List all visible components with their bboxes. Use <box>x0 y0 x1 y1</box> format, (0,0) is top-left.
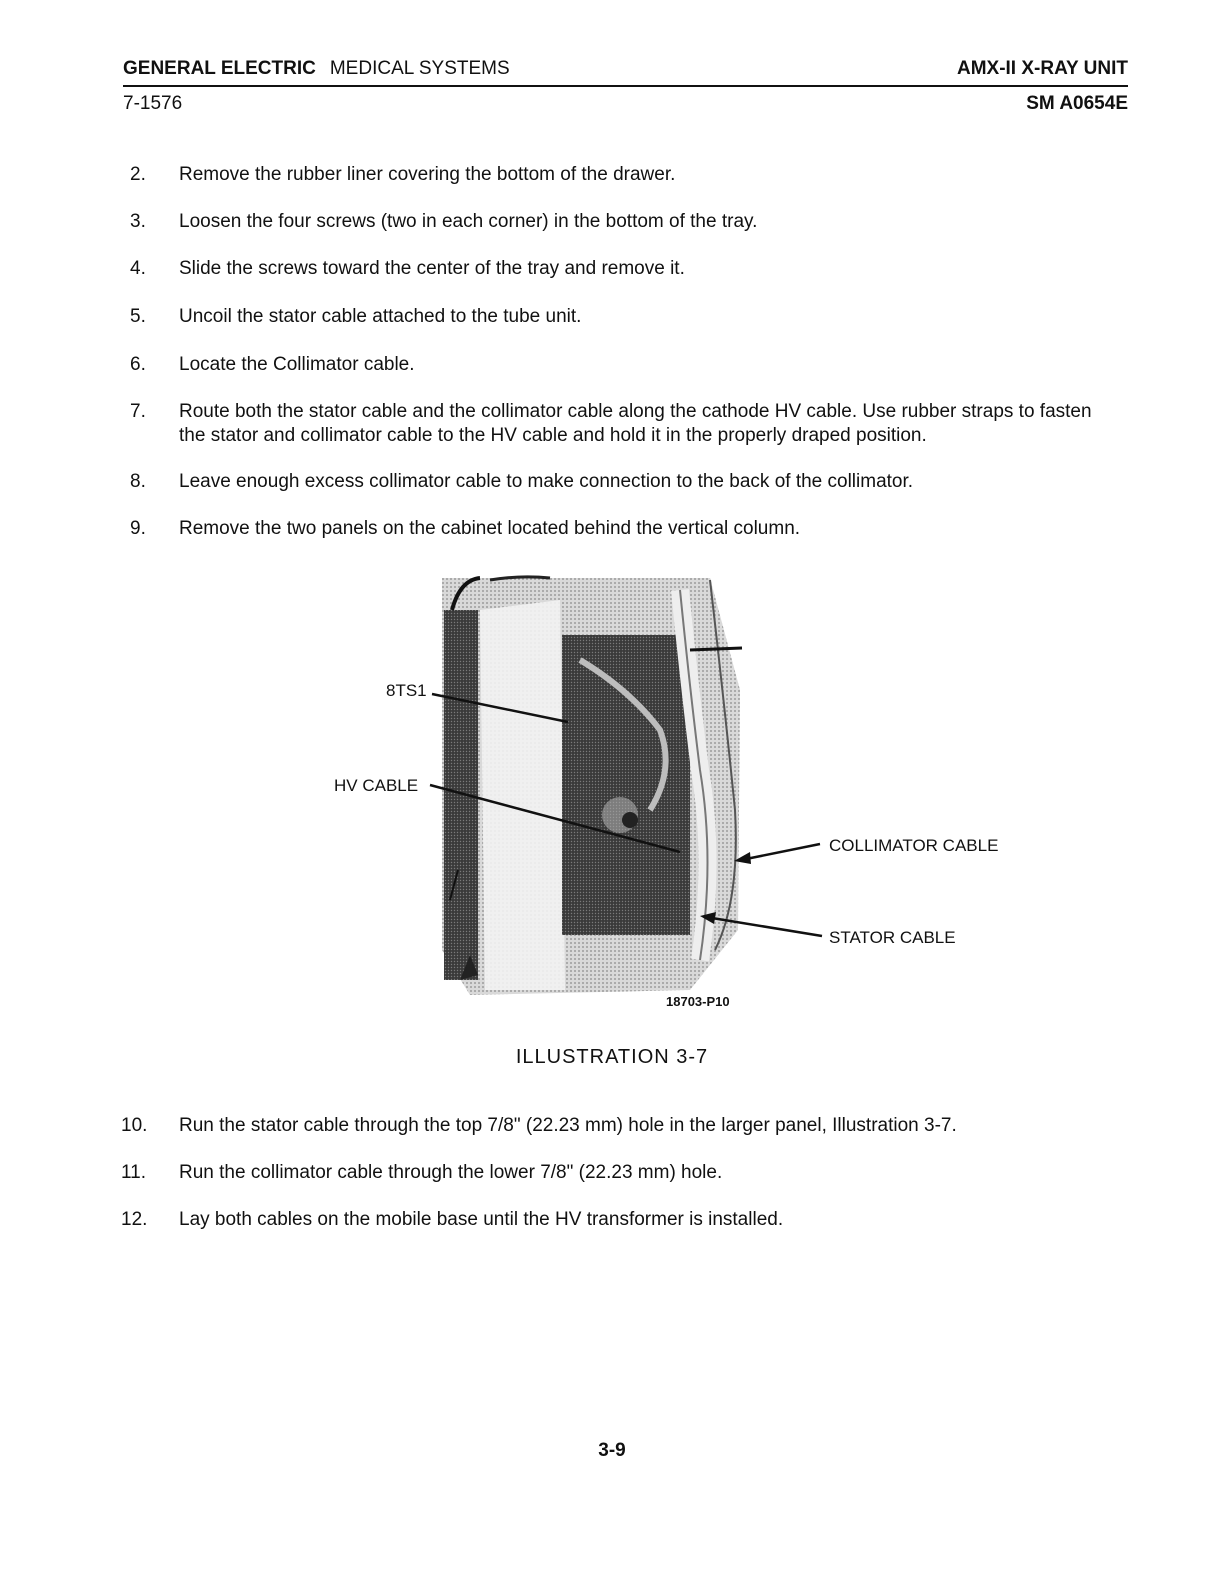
step-number: 7. <box>130 401 146 422</box>
manual-id: SM A0654E <box>1026 93 1128 114</box>
label-collimator-cable: COLLIMATOR CABLE <box>829 836 999 855</box>
step-text: Locate the Collimator cable. <box>179 354 415 375</box>
step-text: Loosen the four screws (two in each corner) in the bottom of the tray. <box>179 211 758 232</box>
step-number: 8. <box>130 471 146 492</box>
step-text: Leave enough excess collimator cable to make connection to the back of the collimator. <box>179 471 914 492</box>
step-text: Lay both cables on the mobile base until the HV transformer is installed. <box>179 1209 784 1230</box>
product-name: AMX-II X-RAY UNIT <box>956 58 1128 79</box>
photo-id: 18703-P10 <box>666 994 730 1009</box>
step-number: 12. <box>121 1209 148 1230</box>
step-number: 4. <box>130 258 146 279</box>
page-subheader <box>123 93 1128 117</box>
label-8ts1: 8TS1 <box>386 681 427 700</box>
step-number: 5. <box>130 306 146 327</box>
doc-number: 7-1576 <box>123 93 183 114</box>
collimator-arrow <box>746 844 820 859</box>
step-text: Run the stator cable through the top 7/8" (22.23 mm) hole in the larger panel, Illustration 3-7. <box>179 1115 957 1136</box>
step-text: Remove the rubber liner covering the bottom of the drawer. <box>179 164 676 185</box>
label-stator-cable: STATOR CABLE <box>829 928 956 947</box>
page-number: 3-9 <box>598 1440 626 1461</box>
step-number: 10. <box>121 1115 148 1136</box>
step-number: 2. <box>130 164 146 185</box>
step-text: Route both the stator cable and the collimator cable along the cathode HV cable. Use rubber straps to fasten the stator and collimator cable to the HV cable and hold it in the properly draped position. <box>179 401 1092 446</box>
step-number: 3. <box>130 211 146 232</box>
illustration-figure <box>330 570 1050 1020</box>
step-text: Slide the screws toward the center of the tray and remove it. <box>179 258 685 279</box>
step-text: Remove the two panels on the cabinet located behind the vertical column. <box>179 518 801 539</box>
step-text: Run the collimator cable through the lower 7/8" (22.23 mm) hole. <box>179 1162 723 1183</box>
step-number: 11. <box>121 1162 147 1183</box>
label-hv-cable: HV CABLE <box>334 776 419 795</box>
cabinet-photo <box>330 570 1050 1020</box>
header-rule <box>123 85 1128 87</box>
step-number: 6. <box>130 354 146 375</box>
header-left <box>123 58 510 80</box>
step-text: Uncoil the stator cable attached to the tube unit. <box>179 306 582 327</box>
company-name: GENERAL ELECTRIC <box>123 58 316 79</box>
figure-caption: ILLUSTRATION 3-7 <box>515 1046 709 1068</box>
division-name: MEDICAL SYSTEMS <box>329 58 510 79</box>
step-number: 9. <box>130 518 146 539</box>
page-header <box>123 58 1128 82</box>
